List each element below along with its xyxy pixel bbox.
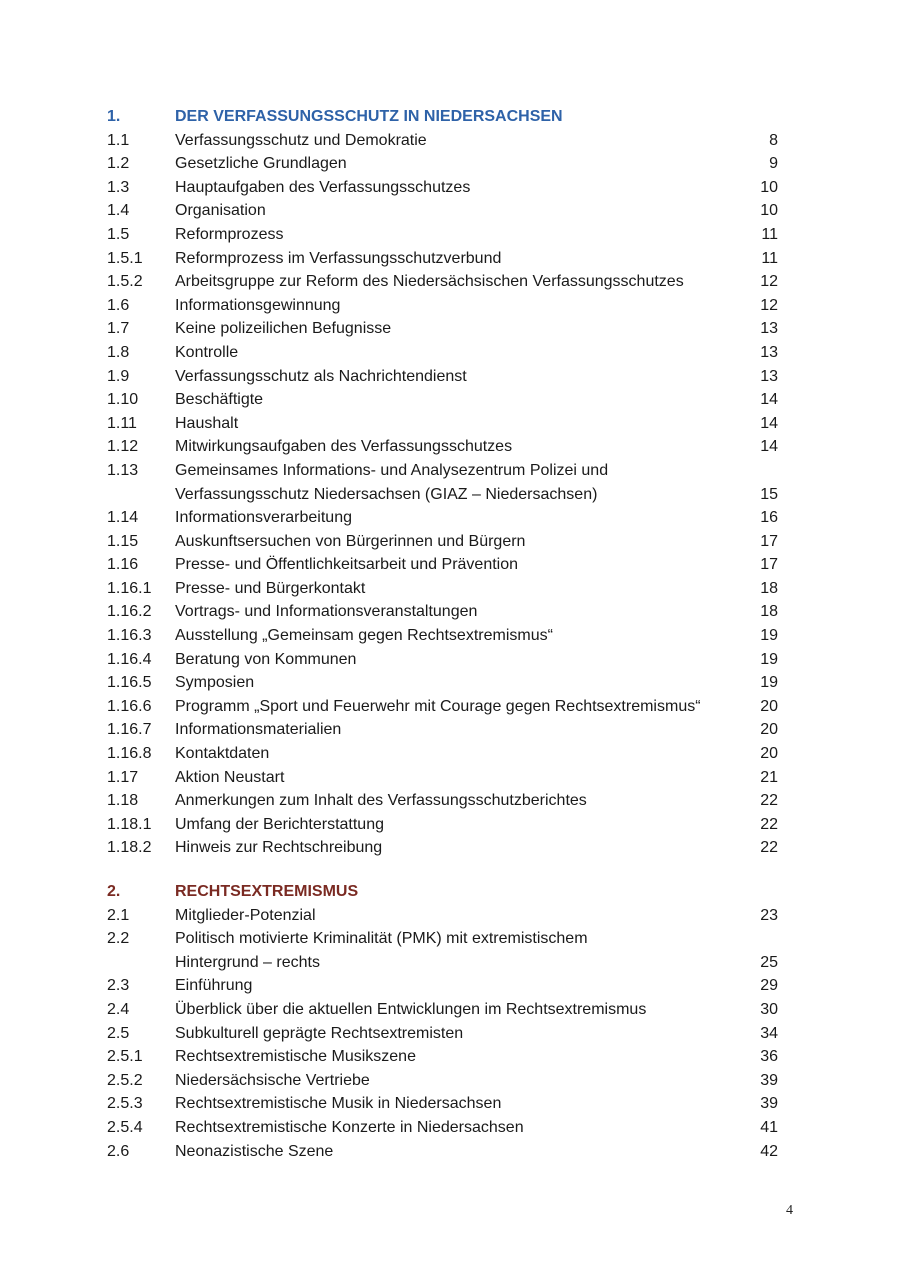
entry-number: 1.12: [107, 438, 139, 456]
entry-number: 1.5.2: [107, 273, 143, 291]
entry-page: 34: [760, 1024, 778, 1042]
entry-title: [175, 223, 740, 247]
entry-number: 2.3: [107, 977, 130, 995]
entry-page: 18: [760, 603, 778, 621]
entry-page: 22: [760, 792, 778, 810]
entry-title-line: Vortrags- und Informationsveranstaltungen: [175, 603, 478, 621]
entry-title-line: Verfassungsschutz als Nachrichtendienst: [175, 367, 467, 385]
entry-page: 42: [760, 1142, 778, 1160]
entry-title: [175, 1116, 740, 1140]
entry-number: 1.10: [107, 391, 139, 409]
entry-title: [175, 341, 740, 365]
entry-number: 1.11: [107, 414, 137, 432]
entry-title-line: Hauptaufgaben des Verfassungsschutzes: [175, 178, 471, 196]
entry-title: [175, 974, 740, 998]
entry-title: [175, 789, 740, 813]
toc-entry: [0, 624, 900, 648]
toc-entry: [0, 530, 900, 554]
entry-title: [175, 247, 740, 271]
entry-title: [175, 813, 740, 837]
entry-title-line: Reformprozess im Verfassungsschutzverbund: [175, 249, 502, 267]
toc-entry: [0, 671, 900, 695]
entry-title: [175, 600, 740, 624]
entry-number: 2.5.1: [107, 1048, 143, 1066]
entry-number: 1.16.5: [107, 674, 152, 692]
toc-entry: [0, 742, 900, 766]
section-number: 1.: [107, 108, 121, 125]
entry-page: 8: [769, 131, 778, 149]
entry-title-line: Informationsmaterialien: [175, 721, 342, 739]
entry-title-line: Symposien: [175, 674, 255, 692]
entry-title: [175, 1092, 740, 1116]
toc-entry: [0, 695, 900, 719]
entry-number: 1.13: [107, 461, 139, 479]
toc-entry: [0, 927, 900, 974]
entry-page: 14: [760, 414, 778, 432]
toc-entry: [0, 904, 900, 928]
entry-title-line: Reformprozess: [175, 225, 284, 243]
entry-number: 2.6: [107, 1142, 130, 1160]
entry-title: [175, 530, 740, 554]
entry-number: 1.14: [107, 509, 139, 527]
section-title: RECHTSEXTREMISMUS: [175, 883, 359, 900]
toc-entry: [0, 459, 900, 506]
entry-title: [175, 553, 740, 577]
toc-entry: [0, 553, 900, 577]
entry-number: 1.18.2: [107, 839, 152, 857]
entry-title: [175, 294, 740, 318]
entry-title-line: Gesetzliche Grundlagen: [175, 155, 347, 173]
entry-title: [175, 904, 740, 928]
entry-title-line: Umfang der Berichterstattung: [175, 815, 384, 833]
entry-number: 1.18: [107, 792, 139, 810]
entry-number: 1.16.2: [107, 603, 152, 621]
entry-title: [175, 317, 740, 341]
entry-title: [175, 412, 740, 436]
entry-number: 1.16.8: [107, 745, 152, 763]
toc-entry: [0, 412, 900, 436]
entry-title: [175, 365, 740, 389]
entry-page: 10: [760, 202, 778, 220]
entry-title-line: Hinweis zur Rechtschreibung: [175, 839, 383, 857]
entry-page: 14: [760, 438, 778, 456]
entry-page: 39: [760, 1071, 778, 1089]
page-number: 4: [786, 1203, 793, 1218]
entry-page: 17: [760, 532, 778, 550]
entry-page: 13: [760, 320, 778, 338]
toc-entry: [0, 1069, 900, 1093]
entry-title-line: Aktion Neustart: [175, 768, 285, 786]
entry-title: [175, 718, 740, 742]
entry-page: 19: [760, 674, 778, 692]
entry-title-line: Rechtsextremistische Musikszene: [175, 1048, 416, 1066]
entry-number: 1.16: [107, 556, 139, 574]
entry-title-line: Kontrolle: [175, 343, 239, 361]
entry-page: 18: [760, 579, 778, 597]
toc-entry: [0, 766, 900, 790]
entry-page: 11: [761, 225, 778, 243]
entry-page: 20: [760, 721, 778, 739]
toc-entry: [0, 1022, 900, 1046]
toc-entry: [0, 836, 900, 860]
entry-title: [175, 459, 740, 506]
entry-number: 2.2: [107, 930, 130, 948]
entry-page: 13: [760, 367, 778, 385]
toc-entry: [0, 506, 900, 530]
entry-number: 1.18.1: [107, 815, 152, 833]
entry-title-line: Presse- und Bürgerkontakt: [175, 579, 366, 597]
entry-title: [175, 998, 740, 1022]
entry-number: 1.16.1: [107, 579, 152, 597]
entry-number: 1.9: [107, 367, 130, 385]
entry-page: 19: [760, 627, 778, 645]
entry-number: 2.5.2: [107, 1071, 143, 1089]
entry-title: [175, 836, 740, 860]
toc-entry: [0, 294, 900, 318]
entry-page: 39: [760, 1095, 778, 1113]
entry-title-line: Informationsgewinnung: [175, 296, 341, 314]
entry-page: 20: [760, 697, 778, 715]
entry-page: 21: [760, 768, 778, 786]
toc-entry: [0, 648, 900, 672]
entry-title: [175, 270, 740, 294]
entry-number: 1.3: [107, 178, 130, 196]
entry-page: 30: [760, 1000, 778, 1018]
entry-title: [175, 577, 740, 601]
entry-page: 11: [761, 249, 778, 267]
toc-entry: [0, 974, 900, 998]
entry-number: 1.16.4: [107, 650, 152, 668]
entry-page: 14: [760, 391, 778, 409]
entry-page: 20: [760, 745, 778, 763]
entry-title: [175, 766, 740, 790]
toc-entry: [0, 317, 900, 341]
toc-entry: [0, 813, 900, 837]
entry-title-line-2: Hintergrund – rechts: [175, 953, 320, 971]
entry-number: 2.5: [107, 1024, 130, 1042]
toc-entry: [0, 388, 900, 412]
entry-title: [175, 176, 740, 200]
entry-number: 1.5: [107, 225, 130, 243]
entry-number: 1.17: [107, 768, 139, 786]
section-heading: [0, 880, 900, 904]
entry-title-line: Verfassungsschutz und Demokratie: [175, 131, 427, 149]
toc-entry: [0, 1045, 900, 1069]
toc-entry: [0, 270, 900, 294]
section-heading: [0, 105, 900, 129]
entry-title: [175, 671, 740, 695]
entry-title-line: Anmerkungen zum Inhalt des Verfassungsschutzberichtes: [175, 792, 587, 810]
entry-number: 1.16.7: [107, 721, 152, 739]
entry-page: 36: [760, 1048, 778, 1066]
entry-number: 2.1: [107, 906, 130, 924]
entry-page: 15: [760, 485, 778, 503]
toc-entry: [0, 341, 900, 365]
section-spacer: [0, 860, 900, 880]
entry-title-line: Kontaktdaten: [175, 745, 270, 763]
entry-title: [175, 1045, 740, 1069]
table-of-contents: [0, 105, 900, 1163]
entry-title-line: Subkulturell geprägte Rechtsextremisten: [175, 1024, 464, 1042]
toc-entry: [0, 998, 900, 1022]
entry-number: 1.7: [107, 320, 130, 338]
toc-entry: [0, 176, 900, 200]
entry-title: [175, 1140, 740, 1164]
entry-page: 41: [760, 1118, 778, 1136]
entry-title-line: Arbeitsgruppe zur Reform des Niedersächsischen Verfassungsschutzes: [175, 273, 684, 291]
entry-title-line: Auskunftsersuchen von Bürgerinnen und Bürgern: [175, 532, 526, 550]
toc-entry: [0, 718, 900, 742]
entry-title-line: Beratung von Kommunen: [175, 650, 357, 668]
entry-title: [175, 624, 740, 648]
entry-title: [175, 506, 740, 530]
entry-number: 1.2: [107, 155, 130, 173]
entry-number: 1.4: [107, 202, 130, 220]
entry-page: 29: [760, 977, 778, 995]
entry-title-line: Informationsverarbeitung: [175, 509, 352, 527]
toc-entry: [0, 600, 900, 624]
entry-title: [175, 1069, 740, 1093]
entry-title-line: Haushalt: [175, 414, 239, 432]
entry-title: [175, 695, 740, 719]
entry-title-line: Programm „Sport und Feuerwehr mit Courage gegen Rechtsextremismus“: [175, 697, 701, 715]
entry-page: 22: [760, 815, 778, 833]
toc-entry: [0, 435, 900, 459]
entry-number: 1.1: [107, 131, 130, 149]
entry-page: 12: [760, 273, 778, 291]
entry-title: [175, 648, 740, 672]
entry-title-line: Keine polizeilichen Befugnisse: [175, 320, 392, 338]
entry-title: [175, 435, 740, 459]
toc-entry: [0, 1092, 900, 1116]
toc-entry: [0, 223, 900, 247]
entry-page: 9: [769, 155, 778, 173]
entry-title-line: Mitglieder-Potenzial: [175, 906, 316, 924]
entry-title-line: Rechtsextremistische Musik in Niedersachsen: [175, 1095, 502, 1113]
entry-title-line-2: Verfassungsschutz Niedersachsen (GIAZ – Niedersachsen): [175, 485, 598, 503]
entry-title-line: Politisch motivierte Kriminalität (PMK) mit extremistischem: [175, 930, 588, 948]
toc-entry: [0, 789, 900, 813]
entry-title-line: Ausstellung „Gemeinsam gegen Rechtsextremismus“: [175, 627, 553, 645]
entry-number: 1.6: [107, 296, 130, 314]
entry-title-line: Niedersächsische Vertriebe: [175, 1071, 370, 1089]
entry-number: 1.16.6: [107, 697, 152, 715]
entry-number: 2.5.4: [107, 1118, 143, 1136]
toc-entry: [0, 1140, 900, 1164]
entry-title-line: Einführung: [175, 977, 253, 995]
entry-page: 23: [760, 906, 778, 924]
entry-title: [175, 152, 740, 176]
entry-page: 25: [760, 953, 778, 971]
toc-entry: [0, 152, 900, 176]
entry-title: [175, 927, 740, 974]
entry-page: 16: [760, 509, 778, 527]
entry-title: [175, 388, 740, 412]
entry-title: [175, 1022, 740, 1046]
toc-entry: [0, 365, 900, 389]
entry-title-line: Überblick über die aktuellen Entwicklungen im Rechtsextremismus: [175, 1000, 647, 1018]
entry-title-line: Organisation: [175, 202, 266, 220]
entry-page: 22: [760, 839, 778, 857]
entry-page: 10: [760, 178, 778, 196]
entry-title-line: Presse- und Öffentlichkeitsarbeit und Prävention: [175, 556, 519, 574]
entry-page: 17: [760, 556, 778, 574]
entry-number: 1.5.1: [107, 249, 143, 267]
entry-page: 12: [760, 296, 778, 314]
entry-title-line: Rechtsextremistische Konzerte in Niedersachsen: [175, 1118, 524, 1136]
entry-title-line: Neonazistische Szene: [175, 1142, 334, 1160]
entry-title-line: Mitwirkungsaufgaben des Verfassungsschutzes: [175, 438, 513, 456]
section-title: DER VERFASSUNGSSCHUTZ IN NIEDERSACHSEN: [175, 108, 563, 125]
toc-entry: [0, 129, 900, 153]
entry-number: 2.5.3: [107, 1095, 143, 1113]
section-number: 2.: [107, 883, 121, 900]
toc-entry: [0, 1116, 900, 1140]
toc-entry: [0, 247, 900, 271]
entry-title-line: Gemeinsames Informations- und Analysezentrum Polizei und: [175, 461, 609, 479]
toc-entry: [0, 199, 900, 223]
entry-page: 13: [760, 343, 778, 361]
entry-number: 1.8: [107, 343, 130, 361]
entry-title: [175, 742, 740, 766]
entry-title: [175, 129, 740, 153]
entry-title-line: Beschäftigte: [175, 391, 264, 409]
entry-number: 2.4: [107, 1000, 130, 1018]
entry-number: 1.16.3: [107, 627, 152, 645]
entry-title: [175, 199, 740, 223]
entry-page: 19: [760, 650, 778, 668]
toc-entry: [0, 577, 900, 601]
entry-number: 1.15: [107, 532, 139, 550]
